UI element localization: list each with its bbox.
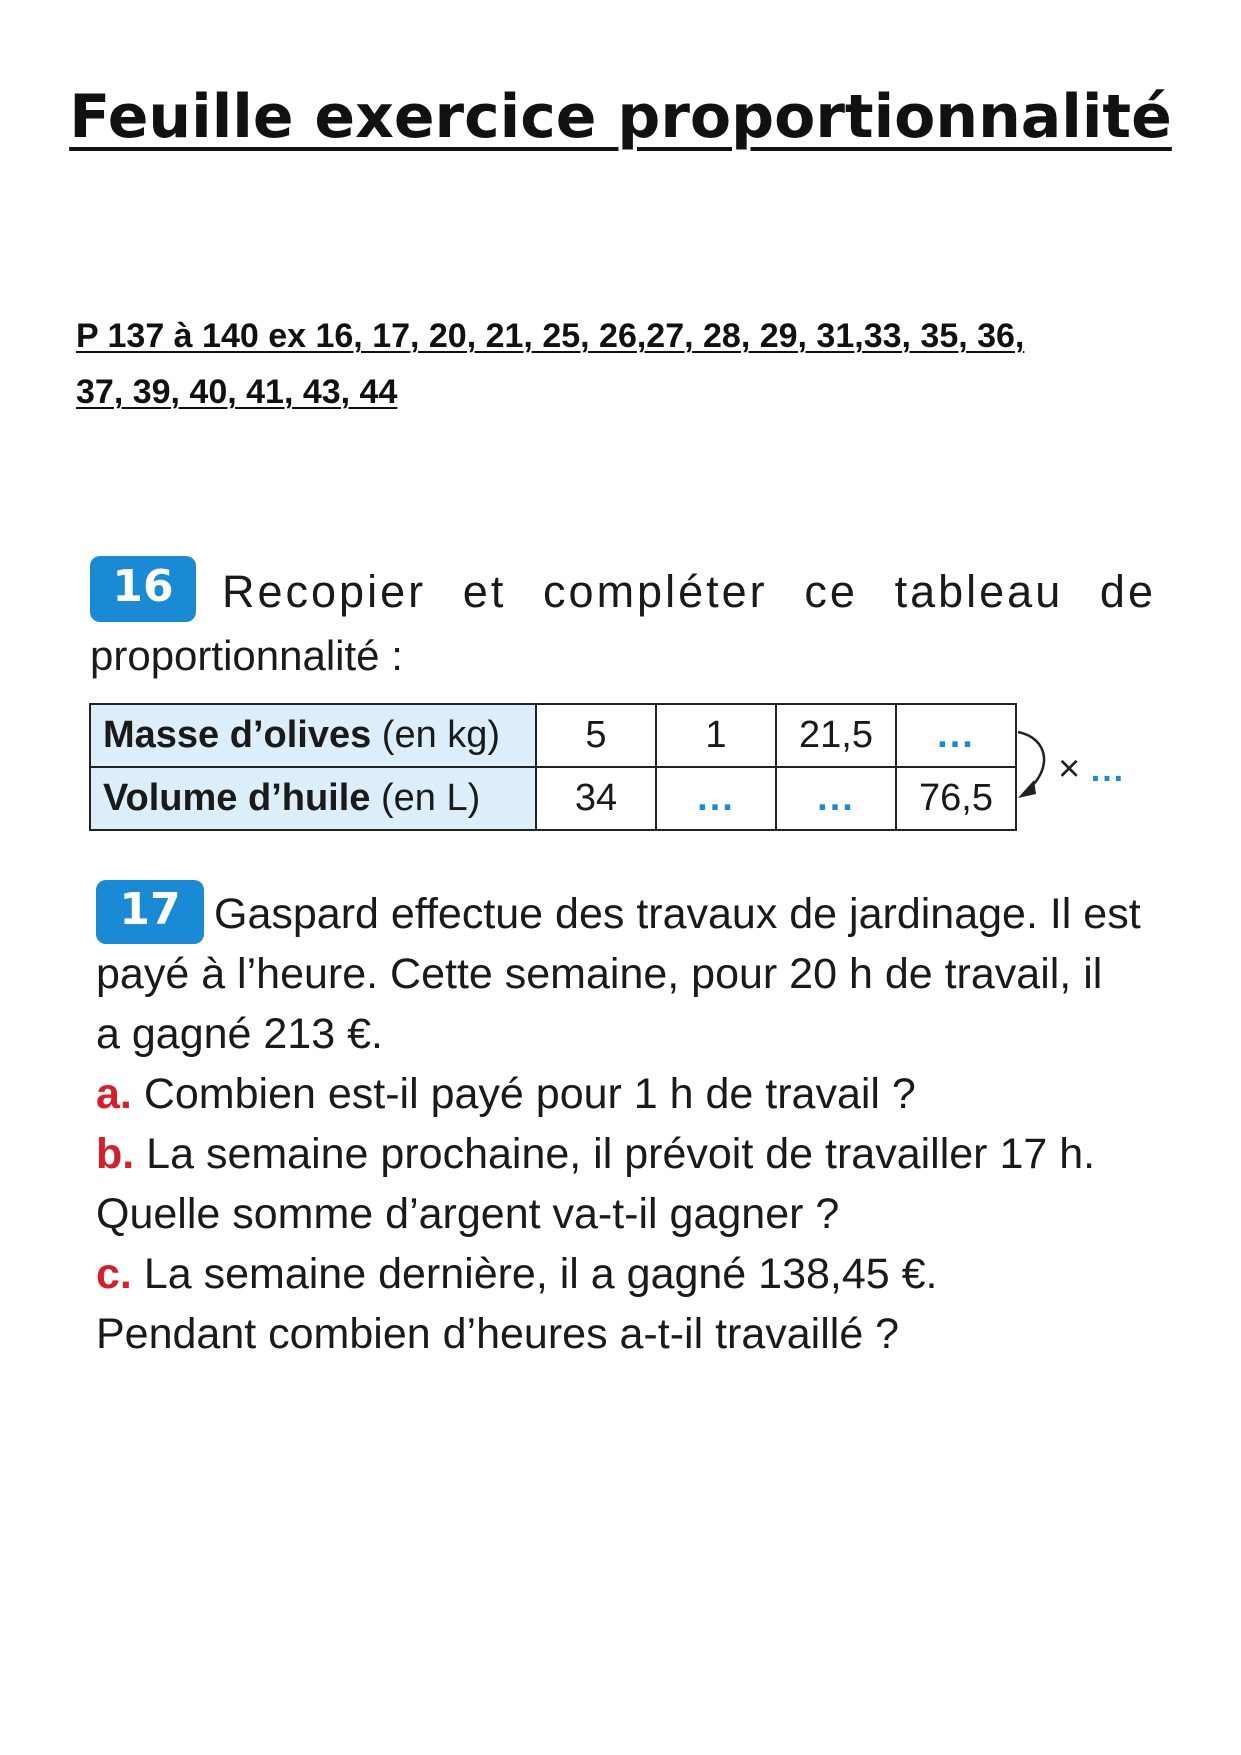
exercise-17-text [96,884,1156,1364]
question-c-text-cont: Pendant combien d’heures a-t-il travaillé ? [96,1310,900,1358]
table-cell: 1 [656,704,776,767]
exercise-16-instruction: Recopier et compléter ce tableau de [222,566,1156,617]
assignment-reference [76,308,1156,420]
question-c-text: La semaine dernière, il a gagné 138,45 €. [131,1250,938,1298]
exercise-17-intro-1: Gaspard effectue des travaux de jardinage. Il est [214,890,1141,938]
multiplier-blank: ... [1090,751,1126,789]
exercise-17-badge: 17 [96,880,204,944]
proportionality-table [89,703,1017,831]
table-cell-blank: ... [656,767,776,830]
question-a-text: Combien est-il payé pour 1 h de travail ? [131,1070,916,1118]
row-label-volume: Volume d’huile (en L) [90,767,536,830]
question-b-label: b. [96,1130,135,1178]
question-b-text-cont: Quelle somme d’argent va-t-il gagner ? [96,1190,840,1238]
table-cell: 76,5 [896,767,1016,830]
table-row-volume [90,767,1016,830]
table-row-mass [90,704,1016,767]
multiplier-label [1058,748,1125,791]
times-icon: × [1058,748,1081,790]
exercise-16-badge: 16 [90,556,196,622]
assignment-line-2: 37, 39, 40, 41, 43, 44 [76,373,398,411]
curved-arrow-icon [1014,718,1062,808]
question-b-text: La semaine prochaine, il prévoit de travailler 17 h. [134,1130,1096,1178]
exercise-16-instruction-cont: proportionnalité : [90,632,403,679]
table-cell: 5 [536,704,656,767]
exercise-17-intro-2: payé à l’heure. Cette semaine, pour 20 h de travail, il [96,950,1103,998]
table-cell-blank: ... [776,767,896,830]
page-title: Feuille exercice proportionnalité [69,82,1172,152]
table-cell: 21,5 [776,704,896,767]
assignment-line-1: P 137 à 140 ex 16, 17, 20, 21, 25, 26,27, 28, 29, 31,33, 35, 36, [76,317,1025,355]
exercise-17-intro-3: a gagné 213 €. [96,1010,383,1058]
question-c-label: c. [96,1250,132,1298]
row-label-mass: Masse d’olives (en kg) [90,704,536,767]
table-cell-blank: ... [896,704,1016,767]
question-a-label: a. [96,1070,132,1118]
table-cell: 34 [536,767,656,830]
